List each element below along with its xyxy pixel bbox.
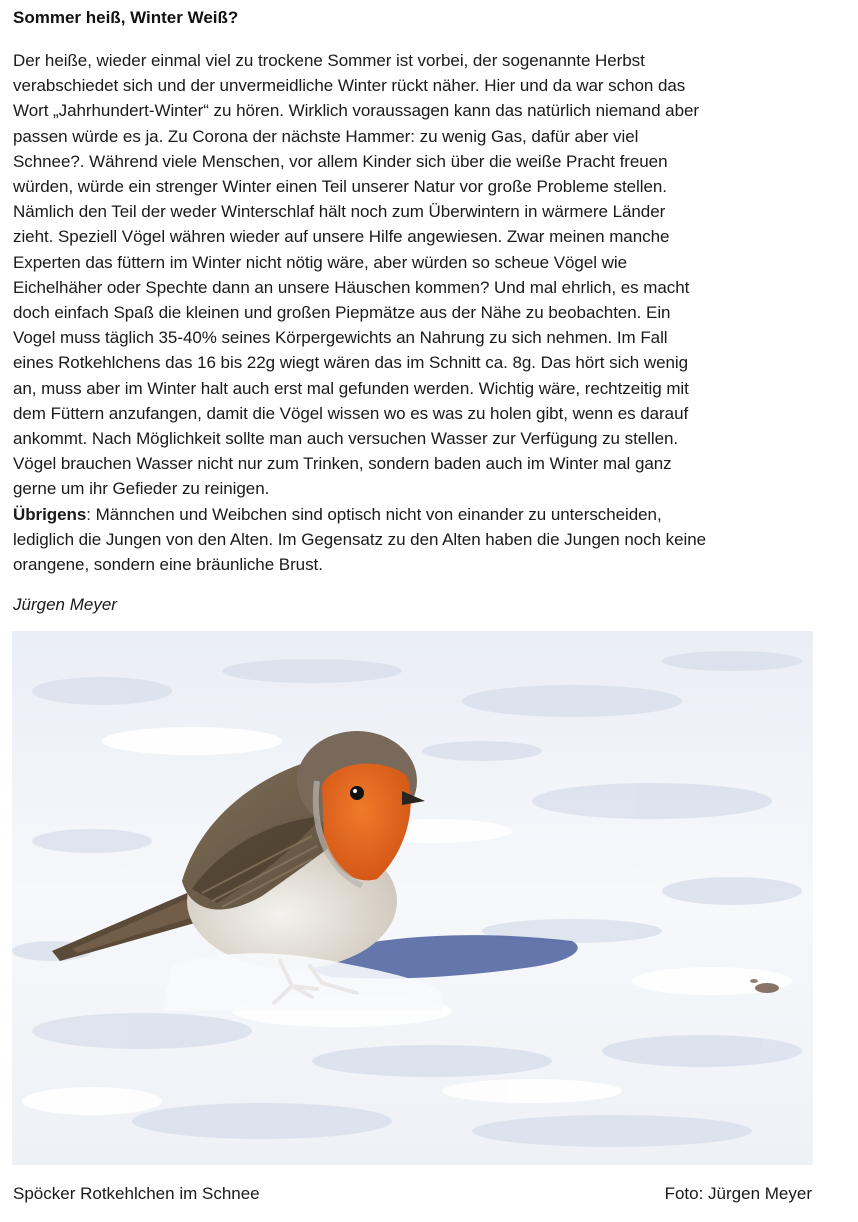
note-line: lediglich die Jungen von den Alten. Im Gegensatz zu den Alten haben die Jungen noch keine — [13, 529, 707, 549]
article-line: würden, würde ein strenger Winter einen Teil unserer Natur vor große Probleme stellen. — [13, 177, 667, 197]
article-line: Experten das füttern im Winter nicht nötig wäre, aber würden so scheue Vögel wie — [13, 252, 627, 272]
article-line: Schnee?. Während viele Menschen, vor allem Kinder sich über die weiße Pracht freuen — [13, 151, 668, 171]
photo-credit: Foto: Jürgen Meyer — [664, 1184, 812, 1203]
article-line: gerne um ihr Gefieder zu reinigen. — [13, 479, 270, 499]
photo-caption: Spöcker Rotkehlchen im Schnee — [13, 1184, 260, 1203]
article-line: doch einfach Spaß die kleinen und großen Piepmätze aus der Nähe zu beobachten. Ein — [13, 303, 671, 323]
article-line: eines Rotkehlchens das 16 bis 22g wiegt wären das im Schnitt ca. 8g. Das hört sich wenig — [13, 353, 689, 373]
article-line: zieht. Speziell Vögel währen wieder auf unsere Hilfe angewiesen. Zwar meinen manche — [13, 227, 670, 247]
note-text: : Männchen und Weibchen sind optisch nicht von einander zu unterscheiden, — [86, 504, 662, 524]
note-line: orangene, sondern eine bräunliche Brust. — [13, 555, 323, 575]
article-line: Wort „Jahrhundert-Winter“ zu hören. Wirklich voraussagen kann das natürlich niemand aber — [13, 101, 699, 121]
article-line: ankommt. Nach Möglichkeit sollte man auch versuchen Wasser zur Verfügung zu stellen. — [13, 429, 679, 449]
article-title: Sommer heiß, Winter Weiß? — [13, 8, 239, 27]
note-line — [13, 502, 855, 527]
article-line: dem Füttern anzufangen, damit die Vögel wissen wo es was zu holen gibt, wenn es darauf — [13, 403, 689, 423]
article-line: passen würde es ja. Zu Corona der nächste Hammer: zu wenig Gas, dafür aber viel — [13, 126, 639, 146]
robin-in-snow-illustration — [12, 631, 813, 1165]
robin-photo — [12, 631, 813, 1165]
article-line: Eichelhäher oder Spechte dann an unsere Häuschen kommen? Und mal ehrlich, es macht — [13, 277, 690, 297]
author-name: Jürgen Meyer — [13, 595, 117, 614]
article-line: Vogel muss täglich 35-40% seines Körpergewichts an Nahrung zu sich nehmen. Im Fall — [13, 328, 668, 348]
article-line: an, muss aber im Winter halt auch erst mal gefunden werden. Wichtig wäre, rechtzeitig mit — [13, 378, 689, 398]
article-line: verabschiedet sich und der unvermeidliche Winter rückt näher. Hier und da war schon das — [13, 76, 686, 96]
article-line: Nämlich den Teil der weder Winterschlaf hält noch zum Überwintern in wärmere Länder — [13, 202, 666, 222]
article-body — [13, 48, 855, 577]
article-line: Der heiße, wieder einmal viel zu trockene Sommer ist vorbei, der sogenannte Herbst — [13, 51, 645, 70]
article-line: Vögel brauchen Wasser nicht nur zum Trinken, sondern baden auch im Winter mal ganz — [13, 454, 672, 474]
note-label: Übrigens — [13, 504, 87, 524]
